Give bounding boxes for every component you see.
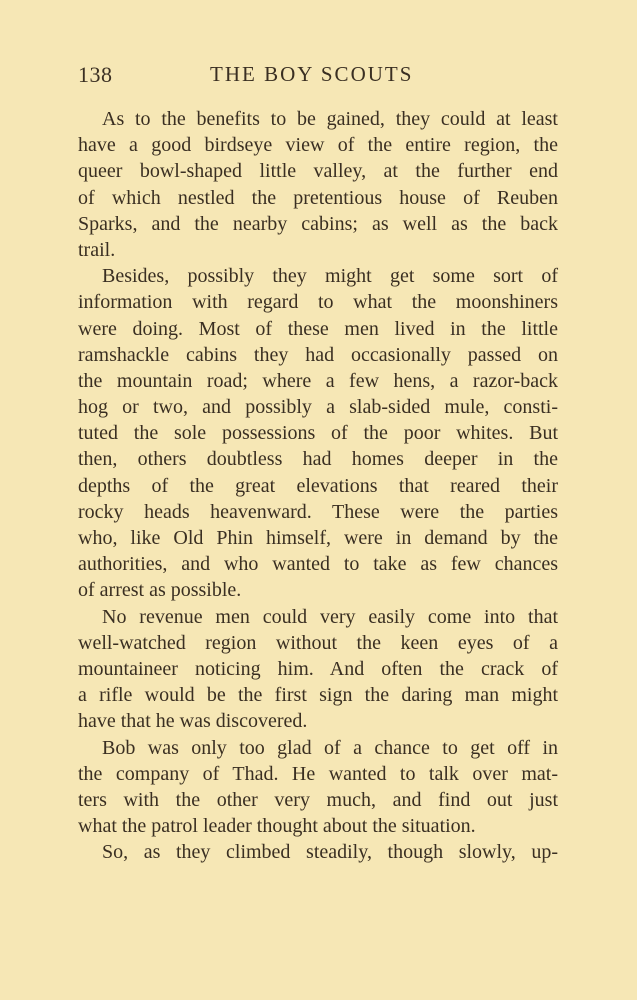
text-line: well-watched region without the keen eyes of a xyxy=(78,631,558,654)
text-line: mountaineer noticing him. And often the crack of xyxy=(78,657,558,680)
text-line: of which nestled the pretentious house of Reuben xyxy=(78,186,558,209)
text-line: ramshackle cabins they had occasionally passed on xyxy=(78,343,558,366)
text-line: trail. xyxy=(78,238,116,261)
body-text xyxy=(78,106,558,865)
text-line: have a good birdseye view of the entire region, the xyxy=(78,134,558,157)
running-title: THE BOY SCOUTS xyxy=(210,62,414,86)
text-line: So, as they climbed steadily, though slowly, up- xyxy=(102,841,558,864)
text-line: information with regard to what the moonshiners xyxy=(78,291,558,314)
text-line: Sparks, and the nearby cabins; as well as the back xyxy=(78,212,558,235)
text-line: have that he was discovered. xyxy=(78,710,308,733)
text-line: queer bowl-shaped little valley, at the further end xyxy=(78,160,558,183)
text-line: then, others doubtless had homes deeper in the xyxy=(78,448,558,471)
text-line: ters with the other very much, and find out just xyxy=(78,788,558,811)
running-head xyxy=(78,62,558,92)
page-number: 138 xyxy=(78,62,113,87)
text-line: who, like Old Phin himself, were in demand by the xyxy=(78,527,558,549)
text-line: Besides, possibly they might get some sort of xyxy=(102,265,558,288)
text-line: authorities, and who wanted to take as few chances xyxy=(78,553,558,576)
text-line: hog or two, and possibly a slab-sided mule, consti- xyxy=(78,396,558,419)
text-line: what the patrol leader thought about the situation. xyxy=(78,815,476,838)
text-line: were doing. Most of these men lived in the little xyxy=(78,317,558,340)
text-line: Bob was only too glad of a chance to get off in xyxy=(102,736,558,759)
text-line: As to the benefits to be gained, they could at least xyxy=(102,108,558,130)
text-line: the mountain road; where a few hens, a razor-back xyxy=(78,369,558,392)
text-line: rocky heads heavenward. These were the parties xyxy=(78,500,558,523)
text-line: a rifle would be the first sign the daring man might xyxy=(78,684,558,707)
text-line: the company of Thad. He wanted to talk over mat- xyxy=(78,762,558,785)
text-line: No revenue men could very easily come into that xyxy=(102,605,558,628)
text-line: tuted the sole possessions of the poor whites. But xyxy=(78,422,558,445)
text-line: of arrest as possible. xyxy=(78,579,242,602)
text-line: depths of the great elevations that reared their xyxy=(78,474,558,497)
